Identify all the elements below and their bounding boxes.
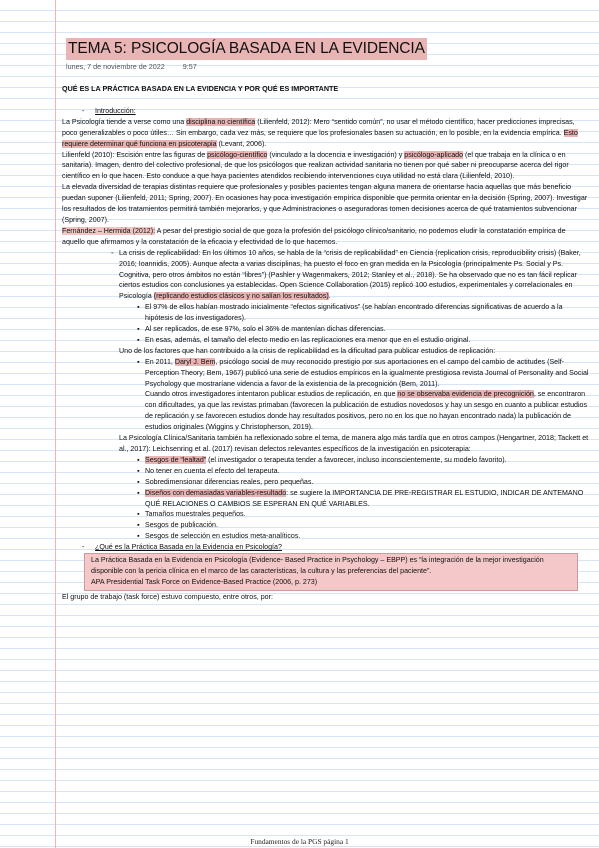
list-item: ▪ Diseños con demasiadas variables-resultado: se sugiere la IMPORTANCIA DE PRE-REGISTRAR EL ESTUDIO, INDICAR DE ANTEMANO QUÉ RELACIONES O CAMBIOS SE ESPERAN EN QUÉ VARIABLES. bbox=[137, 488, 584, 508]
clinica-paragraph: La Psicología Clínica/Sanitaria también ha reflexionado sobre el tema, de manera algo más tardía que en otros campos (Hengartner, 2018; Tackett et al., 2017): Leichsenring et al. (2017) revisan defectos relevantes específicos de la investigación en psicoterapia: bbox=[119, 434, 589, 453]
highlight: no se observaba evidencia de precognición bbox=[397, 390, 534, 399]
section-heading: QUÉ ES LA PRÁCTICA BASADA EN LA EVIDENCIA Y POR QUÉ ES IMPORTANTE bbox=[62, 84, 339, 93]
list-item: ▪ Sesgos de selección en estudios meta-analíticos. bbox=[137, 532, 301, 541]
date-text: lunes, 7 de noviembre de 2022 bbox=[66, 62, 165, 71]
list-item: ▪ El 97% de ellos habían mostrado inicialmente “efectos significativos” (se habían encontrado diferencias significativas de acuerdo a la hipótesis de los investigadores). bbox=[137, 303, 563, 323]
highlight: disciplina no científica bbox=[186, 117, 256, 126]
paragraph-2: Lilienfeld (2010): Escisión entre las figuras de psicólogo-científico (vinculado a la docencia e investigación) y psicólogo-aplicado (el que trabaja en la clínica o en sanitaria). Imagen, dentro del colectivo profesional, de que los psicólogos que realizan actividad sanitaria no tienen por qué saber ni preocuparse acerca del rigor científico en lo que hacen. Esto conduce a que haya pacientes atendidos recibiendo intervenciones cuya utilidad no está clara (Lilienfeld, 2010). bbox=[62, 150, 569, 181]
list-item: ▪ Al ser replicados, de ese 97%, solo el 36% de mantenían dichas diferencias. bbox=[137, 325, 386, 334]
factor-intro: Uno de los factores que han contribuido a la crisis de replicabilidad es la dificultad para publicar estudios de replicación: bbox=[119, 346, 496, 355]
paragraph-3: La elevada diversidad de terapias distintas requiere que profesionales y posibles pacientes tengan alguna manera de orientarse hacia aquellas que más beneficio puedan suponer (Lilienfeld, 2011; Spring, 2007). En ocasiones hay poca investigación empírica disponible que permita orientar en la decisión (Spring, 2007). Investigar los resultados de los tratamientos permitirá también mejorarlos, y que Administraciones o aseguradoras tomen decisiones acerca de qué tratamientos subvencionar (Spring, 2007). bbox=[62, 183, 588, 224]
list-item: ▪ No tener en cuenta el efecto del terapeuta. bbox=[137, 466, 280, 475]
paragraph-1: La Psicología tiende a verse como una disciplina no científica (Lilienfeld, 2012): Mero “sentido común”, no usar el método científico, hacer predicciones imprecisas, poco generalizables o poco útiles… Sin embargo, cada vez más, se requiere que los profesionales basen su actuación, en lo posible, en la evidencia empírica. Esto requiere determinar qué funciona en psicoterapia (Levant, 2006). bbox=[62, 117, 578, 148]
list-item: ▪ En 2011, Daryl J. Bem, psicólogo social de muy reconocido prestigio por sus aportaciones en el campo del cambio de actitudes (Self-Perception Theory; Bem, 1967) publicó una serie de estudios empíricos en la igualmente prestigiosa revista Journal of Personality and Social Psychology que mostraríane videncia a favor de la existencia de la precognición (Bem, 2011). bbox=[137, 357, 589, 388]
page-title: TEMA 5: PSICOLOGÍA BASADA EN LA EVIDENCIA bbox=[66, 38, 427, 60]
list-item: ▪ Tamaños muestrales pequeños. bbox=[137, 510, 246, 519]
list-item: ▪ Sesgos de “lealtad” (el investigador o terapeuta tender a favorecer, incluso inconscientemente, su modelo favorito). bbox=[137, 455, 507, 464]
page-footer: Fundamentos de la PGS página 1 bbox=[250, 837, 349, 846]
date-row bbox=[66, 62, 590, 73]
highlight: (replicando estudios clásicos y no salían los resultados) bbox=[153, 292, 329, 301]
highlight: Esto requiere determinar qué funciona en psicoterapia bbox=[62, 128, 578, 148]
quote-text: La Práctica Basada en la Evidencia en Psicología (Evidence- Based Practice in Psychology – EBPP) es “la integración de la mejor investigación disponible con la pericia clínica en el marco de las características, la cultura y las preferencias del paciente”. bbox=[91, 556, 544, 575]
last-line: El grupo de trabajo (task force) estuvo compuesto, entre otros, por: bbox=[62, 592, 273, 601]
definition-box bbox=[84, 553, 578, 591]
quote-source: APA Presidential Task Force on Evidence-Based Practice (2006, p. 273) bbox=[91, 577, 318, 586]
highlight: Fernández – Hermida (2012): bbox=[62, 226, 156, 235]
intro-label: Introducción: bbox=[95, 106, 136, 115]
highlight: psicólogo-aplicado bbox=[404, 150, 464, 159]
question-label: ¿Qué es la Práctica Basada en la Evidencia en Psicología? bbox=[95, 543, 282, 552]
intro-item: - Introducción: bbox=[82, 106, 136, 115]
question-item: - ¿Qué es la Práctica Basada en la Evidencia en Psicología? bbox=[82, 543, 282, 552]
crisis-item: ◦ La crisis de replicabilidad: En los últimos 10 años, se habla de la “crisis de replicabilidad” en Ciencia (replication crisis, reproducibility crisis) (Baker, 2016; Ioannidis, 2005). Aunque afecta a varias disciplinas, ha puesto el foco en gran medida en la Psicología (principalmente Ps. Social y Ps. Cognitiva, pero otros ámbitos no están “libres”) (Pashler y Wagenmakers, 2012; Stanley et al., 2018). Se ha observado que no es tan fácil replicar ciertos estudios con conclusiones ya establecidas. Open Science Collaboration (2015) replicó 100 estudios, experimentales y correlacionales en Psicología (replicando estudios clásicos y no salían los resultados). bbox=[111, 248, 581, 301]
highlight: psicólogo-científico bbox=[207, 150, 268, 159]
highlight: Sesgos de “lealtad” bbox=[145, 455, 207, 464]
time-text: 9:57 bbox=[182, 62, 197, 71]
list-item: ▪ En esas, además, el tamaño del efecto medio en las replicaciones era menor que en el estudio original. bbox=[137, 335, 471, 344]
highlight: Daryl J. Bem bbox=[174, 357, 216, 366]
bem-continuation: Cuando otros investigadores intentaron publicar estudios de replicación, en que no se observaba evidencia de precognición, se encontraron con dificultades, ya que las revistas primaban (favorecen la publicación de estudios novedosos y hay un sesgo en cuanto a publicar estudios de replicación y se favorecen estudios donde hay resultados positivos, pero no en los que no hayan encontrado nada) la publicación de estudios originales (Wiggins y Christopherson, 2019). bbox=[145, 390, 588, 432]
list-item: ▪ Sobredimensionar diferencias reales, pero pequeñas. bbox=[137, 477, 314, 486]
paragraph-4: Fernández – Hermida (2012): A pesar del prestigio social de que goza la profesión del psicólogo clínico/sanitario, no podemos eludir la constatación empírica de aquello que afirmamos y la constatación de la eficacia y efectividad de lo que hacemos. bbox=[62, 226, 566, 246]
highlight: Diseños con demasiadas variables-resultado bbox=[145, 488, 287, 497]
list-item: ▪ Sesgos de publicación. bbox=[137, 521, 218, 530]
defects-list bbox=[66, 455, 590, 542]
page-content bbox=[62, 38, 590, 603]
